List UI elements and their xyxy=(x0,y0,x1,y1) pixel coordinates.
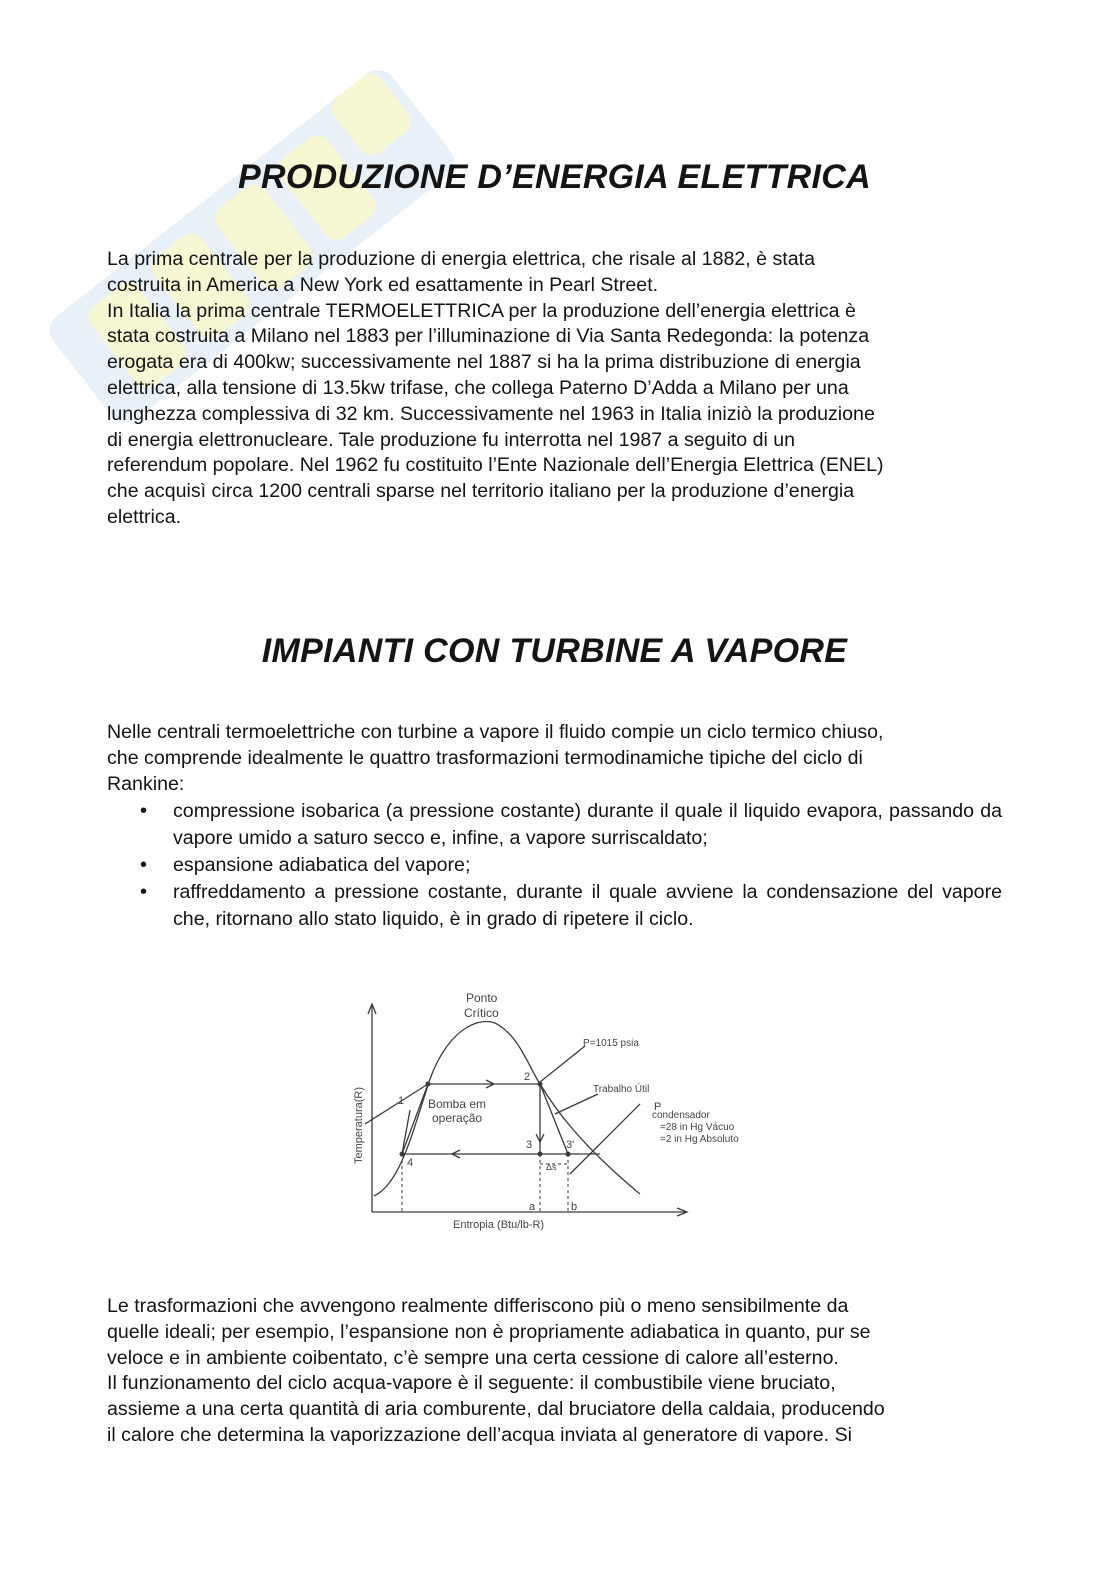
pump-label-2: operação xyxy=(432,1111,483,1125)
condenser-label: condensador xyxy=(652,1110,710,1121)
section-title-produzione: PRODUZIONE D’ENERGIA ELETTRICA xyxy=(238,158,871,196)
pressure-pointer xyxy=(540,1046,585,1082)
text-line: quelle ideali; per esempio, l’espansione non è propriamente adiabatica in quanto, pur se xyxy=(107,1320,871,1343)
text-line: di energia elettronucleare. Tale produzione fu interrotta nel 1987 a seguito di un xyxy=(107,428,796,451)
rankine-paragraph xyxy=(107,720,1002,797)
text-line: elettrica, alla tensione di 13.5kw trifase, che collega Paterno D’Adda a Milano per una xyxy=(107,376,849,399)
text-line: elettrica. xyxy=(107,505,182,528)
point-label-3: 3 xyxy=(526,1139,533,1151)
x-axis-label: Entropia (Btu/lb-R) xyxy=(453,1219,545,1231)
condenser-vacuum-label: =28 in Hg Vácuo xyxy=(660,1122,735,1133)
text-line: referendum popolare. Nel 1962 fu costituito l’Ente Nazionale dell’Energia Elettrica (ENEL) xyxy=(107,454,884,477)
point-label-2: 2 xyxy=(524,1071,531,1083)
text-line: veloce e in ambiente coibentato, c’è sempre una certa cessione di calore all’esterno. xyxy=(107,1346,839,1369)
point-label-1: 1 xyxy=(398,1095,405,1107)
condenser-absolute-label: =2 in Hg Absoluto xyxy=(660,1134,739,1145)
text-line: stata costruita a Milano nel 1883 per l’illuminazione di Via Santa Redegonda: la potenza xyxy=(107,325,870,348)
work-pointer xyxy=(555,1094,598,1114)
text-line: assieme a una certa quantità di aria comburente, dal bruciatore della caldaia, producendo xyxy=(107,1398,885,1421)
critical-point-label-2: Crítico xyxy=(464,1006,499,1020)
point-label-b: b xyxy=(571,1201,578,1213)
text-line: Il funzionamento del ciclo acqua-vapore è il seguente: il combustibile viene bruciato, xyxy=(107,1372,836,1395)
pressure-line xyxy=(365,1084,428,1124)
text-line: erogata era di 400kw; successivamente nel 1887 si ha la prima distribuzione di energia xyxy=(107,351,861,374)
cycle-paragraph xyxy=(107,1294,1002,1449)
y-axis-label: Temperatura(R) xyxy=(353,1086,365,1164)
rankine-ts-diagram xyxy=(340,984,760,1234)
point-marker xyxy=(538,1082,543,1087)
delta-s-label: Δs xyxy=(546,1162,557,1172)
pump-label-1: Bomba em xyxy=(428,1097,487,1111)
text-line: Nelle centrali termoelettriche con turbine a vapore il fluido compie un ciclo termico chiuso, xyxy=(107,721,884,743)
list-item: • raffreddamento a pressione costante, durante il quale avviene la condensazione del vapore che, ritornano allo stato liquido, è in grado di ripetere il ciclo. xyxy=(107,879,1002,933)
point-marker xyxy=(538,1152,543,1157)
text-line: In Italia la prima centrale TERMOELETTRICA per la produzione dell’energia elettrica è xyxy=(107,299,856,322)
pump-pointer xyxy=(402,1110,410,1154)
point-label-4: 4 xyxy=(407,1157,414,1169)
condenser-p-label: P xyxy=(654,1101,662,1113)
text-line: Rankine: xyxy=(107,772,185,795)
text-line: che comprende idealmente le quattro trasformazioni termodinamiche tipiche del ciclo di xyxy=(107,746,863,769)
work-label: Trabalho Útil xyxy=(593,1084,650,1095)
transformations-list xyxy=(107,798,1002,933)
section-title-impianti: IMPIANTI CON TURBINE A VAPORE xyxy=(261,632,848,670)
point-marker xyxy=(566,1152,571,1157)
point-label-3p: 3' xyxy=(566,1139,575,1151)
critical-point-label-1: Ponto xyxy=(466,991,498,1005)
list-item: • compressione isobarica (a pressione costante) durante il quale il liquido evapora, passando da vapore umido a saturo secco e, infine, a vapore surriscaldato; xyxy=(107,798,1002,852)
text-line: che acquisì circa 1200 centrali sparse nel territorio italiano per la produzione d’energia xyxy=(107,480,855,503)
text-line: La prima centrale per la produzione di energia elettrica, che risale al 1882, è stata xyxy=(107,248,815,270)
intro-paragraph xyxy=(107,247,1002,531)
text-line: costruita in America a New York ed esattamente in Pearl Street. xyxy=(107,273,659,296)
text-line: Le trasformazioni che avvengono realmente differiscono più o meno sensibilmente da xyxy=(107,1295,849,1317)
point-marker xyxy=(426,1082,431,1087)
point-label-a: a xyxy=(529,1201,536,1213)
pump-line xyxy=(402,1084,428,1154)
pressure-label: P=1015 psia xyxy=(583,1038,639,1049)
text-line: il calore che determina la vaporizzazione dell’acqua inviata al generatore di vapore. Si xyxy=(107,1423,852,1446)
list-item: • espansione adiabatica del vapore; xyxy=(107,852,1002,879)
point-marker xyxy=(400,1152,405,1157)
text-line: lunghezza complessiva di 32 km. Successivamente nel 1963 in Italia iniziò la produzione xyxy=(107,402,875,425)
